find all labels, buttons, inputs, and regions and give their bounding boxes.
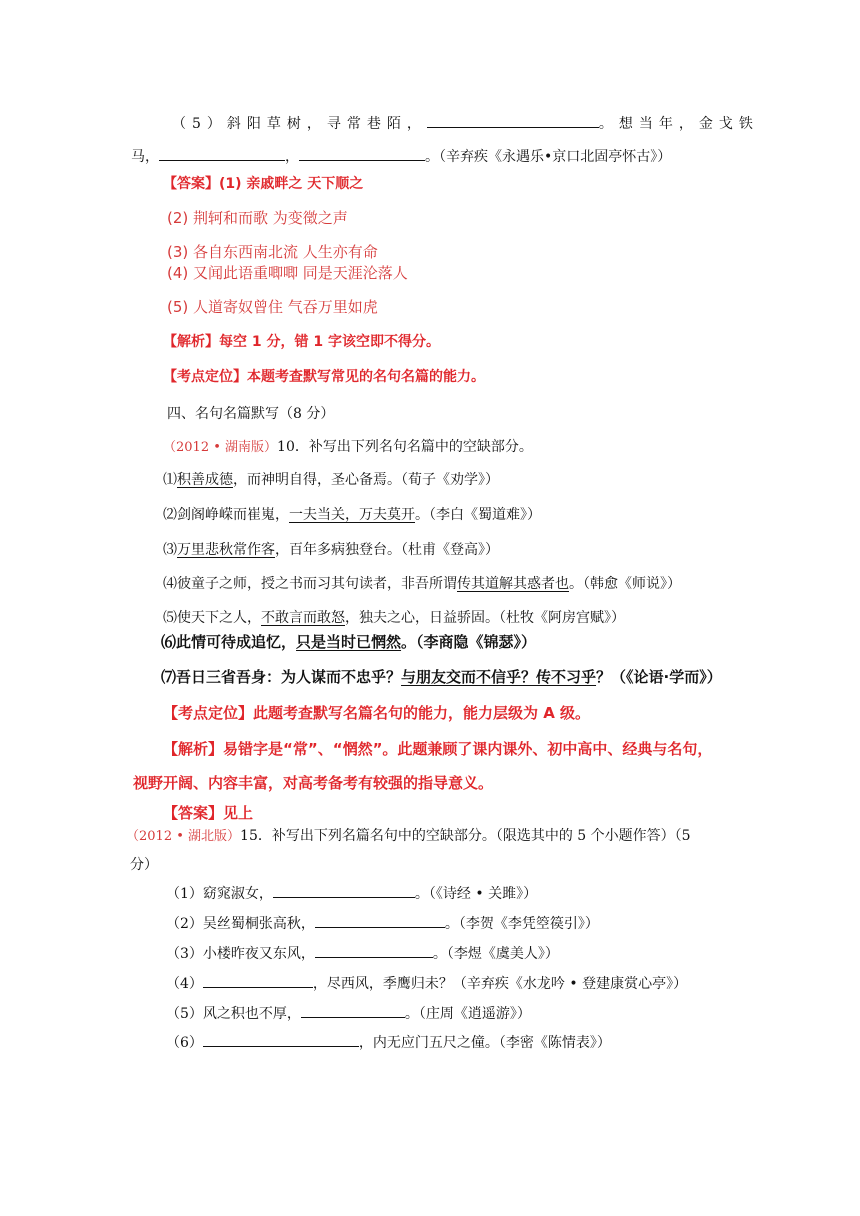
question-text: 15．补写出下列名篇名句中的空缺部分。（限选其中的 5 个小题作答）（5 xyxy=(240,828,691,844)
item-number: ⑴ xyxy=(163,472,177,488)
item-post: 。（《诗经 • 关雎》） xyxy=(414,886,538,902)
q5-line-1 xyxy=(172,113,759,134)
q5-blank-3[interactable] xyxy=(299,146,425,161)
item-pre: 剑阁峥嵘而崔嵬， xyxy=(177,507,289,523)
filled-answer: 与朋友交而不信乎？传不习乎 xyxy=(401,668,597,686)
item-rest: ，独夫之心，日益骄固。（杜牧《阿房宫赋》） xyxy=(345,610,625,626)
s4-item-2 xyxy=(163,505,541,525)
filled-answer: 传其道解其惑者也 xyxy=(457,576,569,592)
s15-item-1 xyxy=(166,883,537,904)
item-pre: （2）吴丝蜀桐张高秋， xyxy=(166,916,315,932)
answer-blank[interactable] xyxy=(315,943,433,958)
q5-blank-2[interactable] xyxy=(159,146,285,161)
exam-focus-text: 【考点定位】本题考查默写常见的名句名篇的能力。 xyxy=(163,369,485,385)
s15-item-2 xyxy=(166,913,599,934)
item-number: ⑹ xyxy=(161,633,177,651)
section-heading: 四、名句名篇默写（8 分） xyxy=(167,406,335,422)
item-post: ，尽西风，季鹰归未？（辛弃疾《水龙吟 • 登建康赏心亭》） xyxy=(312,976,688,992)
item-number: ⑶ xyxy=(163,542,177,558)
s15-item-4 xyxy=(166,973,687,994)
filled-answer: 积善成德 xyxy=(177,472,233,488)
answer-blank[interactable] xyxy=(273,883,415,898)
answer-blank[interactable] xyxy=(315,913,445,928)
answer-4: (4) 又闻此语重唧唧 同是天涯沦落人 xyxy=(167,264,408,282)
s4-analysis-2: 视野开阔、内容丰富，对高考备考有较强的指导意义。 xyxy=(133,774,494,792)
question-text-tail: 分） xyxy=(130,857,158,873)
filled-answer: 一夫当关，万夫莫开 xyxy=(289,507,415,523)
item-rest: 。（李白《蜀道难》） xyxy=(415,507,541,523)
q5-blank-1[interactable] xyxy=(427,113,599,128)
item-rest: ，而神明自得，圣心备焉。（荀子《劝学》） xyxy=(233,472,499,488)
item-rest: ，百年多病独登台。（杜甫《登高》） xyxy=(275,542,499,558)
item-pre: （6） xyxy=(166,1035,203,1051)
source-tag: （2012 • 湖北版） xyxy=(126,829,241,844)
s4-item-6 xyxy=(161,632,536,652)
answer-line-1 xyxy=(163,174,363,194)
s4-analysis-1: 【解析】易错字是“常”、“惘然”。此题兼顾了课内课外、初中高中、经典与名句， xyxy=(163,740,713,758)
item-rest: ？（《论语·学而》） xyxy=(596,668,722,686)
s4-item-7 xyxy=(161,667,722,687)
item-post: 。（李煜《虞美人》） xyxy=(432,946,559,962)
q5-text-5: 。（辛弃疾《永遇乐•京口北固亭怀古》） xyxy=(425,149,672,165)
analysis-text: 【解析】每空 1 分，错 1 字该空即不得分。 xyxy=(163,334,440,350)
s4-exam-focus: 【考点定位】此题考查默写名篇名句的能力，能力层级为 A 级。 xyxy=(163,704,591,722)
q5-text-1: 斜阳草树，寻常巷陌， xyxy=(226,116,427,132)
item-number: ⑸ xyxy=(163,610,177,626)
item-pre: （5）风之积也不厚， xyxy=(166,1006,301,1022)
s15-item-6 xyxy=(166,1032,611,1053)
item-number: ⑺ xyxy=(161,668,177,686)
item-pre: （3）小楼昨夜又东风， xyxy=(166,946,315,962)
q5-text-3: 马， xyxy=(131,149,159,165)
s4-answer: 【答案】见上 xyxy=(163,804,254,822)
answer-label: 【答案】 xyxy=(163,176,219,192)
section4-question xyxy=(163,437,533,458)
s15-question xyxy=(126,826,691,847)
answer-blank[interactable] xyxy=(203,1032,359,1047)
item-post: 。（李贺《李凭箜篌引》） xyxy=(444,916,599,932)
q5-text-2: 。想当年，金戈铁 xyxy=(598,116,759,132)
s4-item-4 xyxy=(163,574,681,594)
answer-3: (3) 各自东西南北流 人生亦有命 xyxy=(167,243,378,261)
question-text: 10．补写出下列名句名篇中的空缺部分。 xyxy=(277,439,533,455)
item-rest: 。（韩愈《师说》） xyxy=(569,576,681,592)
item-post: 。（庄周《逍遥游》） xyxy=(404,1006,531,1022)
s4-item-3 xyxy=(163,540,499,560)
item-pre: 使天下之人， xyxy=(177,610,261,626)
item-pre: 彼童子之师，授之书而习其句读者，非吾所谓 xyxy=(177,576,457,592)
answer-blank[interactable] xyxy=(301,1003,405,1018)
item-pre: 此情可待成追忆， xyxy=(176,633,297,651)
source-tag: （2012 • 湖南版） xyxy=(163,440,278,455)
filled-answer: 只是当时已惘然 xyxy=(296,633,402,651)
item-number: ⑷ xyxy=(163,576,177,592)
answer-blank[interactable] xyxy=(203,973,313,988)
filled-answer: 不敢言而敢怒 xyxy=(261,610,345,626)
s15-item-5 xyxy=(166,1003,531,1024)
filled-answer: 万里悲秋常作客 xyxy=(177,542,275,558)
item-post: ，内无应门五尺之僮。（李密《陈情表》） xyxy=(358,1035,611,1051)
item-pre: （1）窈窕淑女， xyxy=(166,886,273,902)
s15-item-3 xyxy=(166,943,559,964)
q5-number: （5） xyxy=(172,116,227,132)
item-rest: 。（李商隐《锦瑟》） xyxy=(401,633,537,651)
answer-1: (1) 亲戚畔之 天下顺之 xyxy=(219,176,364,192)
s4-item-1 xyxy=(163,470,499,490)
q5-line-2 xyxy=(131,146,671,167)
item-pre: 吾日三省吾身：为人谋而不忠乎？ xyxy=(176,668,402,686)
item-pre: （4） xyxy=(166,976,203,992)
answer-5: (5) 人道寄奴曾住 气吞万里如虎 xyxy=(167,298,378,316)
s4-item-5 xyxy=(163,608,625,628)
item-number: ⑵ xyxy=(163,507,177,523)
answer-2: (2) 荆轲和而歌 为变徵之声 xyxy=(167,209,348,227)
q5-text-4: ， xyxy=(285,149,299,165)
